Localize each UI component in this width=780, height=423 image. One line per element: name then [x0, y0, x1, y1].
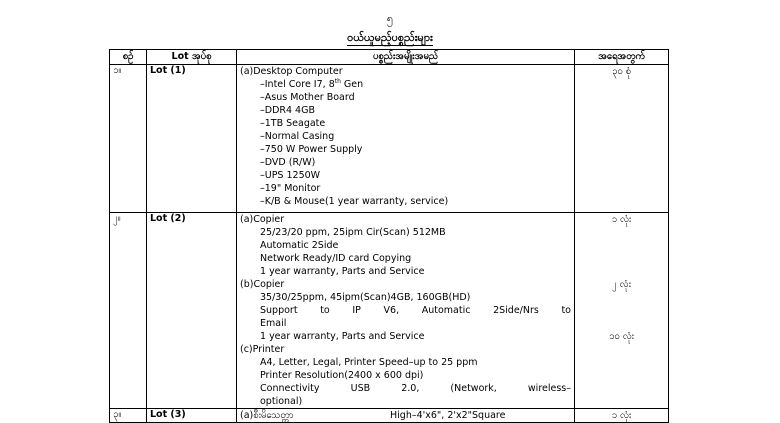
table-row — [110, 409, 669, 423]
item-spec: High–4'x6", 2'x2"Square — [390, 410, 506, 421]
row-lot: Lot (2) — [147, 213, 237, 409]
spec-line: –DVD (R/W) — [260, 157, 316, 168]
item-heading: (c)Printer — [240, 344, 285, 355]
header-description: ပစ္စည်းအမျိုးအမည် — [237, 50, 575, 65]
item-heading — [240, 409, 571, 422]
quantity-value: ၁၀ လုံး — [608, 331, 635, 342]
spec-line: Email — [260, 318, 287, 329]
spec-text: Gen — [340, 79, 364, 90]
quantity-value: ၁ လုံး — [611, 214, 632, 225]
row-serial: ၃။ — [110, 409, 147, 423]
spec-line: optional) — [260, 396, 303, 407]
table-header-row — [110, 50, 669, 65]
item-heading: (b)Copier — [240, 279, 285, 290]
row-serial: ၂။ — [110, 213, 147, 409]
spec-line: –19" Monitor — [260, 183, 321, 194]
page-number: ၅ — [386, 12, 394, 25]
page-title — [0, 31, 780, 47]
table-row — [110, 213, 669, 409]
item-heading: (a)Copier — [240, 214, 285, 225]
spec-line: Printer Resolution(2400 x 600 dpi) — [260, 370, 424, 381]
quantity-value: ၃၀ စုံ — [611, 66, 632, 77]
spec-line: Network Ready/ID card Copying — [260, 253, 412, 264]
spec-line: –DDR4 4GB — [260, 105, 315, 116]
spec-line: –750 W Power Supply — [260, 144, 363, 155]
item-name: (a)စီးမိသေတ္တာ — [240, 410, 294, 421]
spec-line: –Normal Casing — [260, 131, 335, 142]
spec-line: Automatic 2Side — [260, 240, 339, 251]
header-serial: စဉ် — [110, 50, 147, 65]
spec-line: –Asus Mother Board — [260, 92, 355, 103]
row-quantity — [575, 213, 669, 409]
spec-line: 35/30/25ppm, 45ipm(Scan)4GB, 160GB(HD) — [260, 292, 471, 303]
row-serial: ၁။ — [110, 65, 147, 213]
header-quantity: အရေအတွက် — [575, 50, 669, 65]
spec-line: Connectivity USB 2.0, (Network, wireless– — [260, 383, 571, 394]
superscript: th — [334, 77, 341, 85]
row-description — [237, 65, 575, 213]
item-heading: (a)Desktop Computer — [240, 66, 343, 77]
spec-line — [240, 78, 571, 91]
page-title-text: ဝယ်ယူမည့်ပစ္စည်းများ — [347, 31, 433, 44]
row-description — [237, 409, 575, 423]
spec-line: –K/B & Mouse(1 year warranty, service) — [260, 196, 449, 207]
row-lot: Lot (3) — [147, 409, 237, 423]
row-description — [237, 213, 575, 409]
spec-line: –1TB Seagate — [260, 118, 326, 129]
row-lot: Lot (1) — [147, 65, 237, 213]
row-quantity — [575, 65, 669, 213]
spec-line: 1 year warranty, Parts and Service — [260, 266, 425, 277]
items-table — [109, 49, 669, 423]
spec-line: 1 year warranty, Parts and Service — [260, 331, 425, 342]
row-quantity — [575, 409, 669, 423]
spec-line: 25/23/20 ppm, 25ipm Cir(Scan) 512MB — [260, 227, 446, 238]
header-lot: Lot အုပ်စု — [147, 50, 237, 65]
quantity-value: ၂ လုံး — [611, 279, 631, 290]
spec-line: A4, Letter, Legal, Printer Speed–up to 25 ppm — [260, 357, 478, 368]
spec-text: –Intel Core I7, 8 — [260, 79, 335, 90]
quantity-value: ၁ လုံး — [611, 410, 632, 421]
spec-line: –UPS 1250W — [260, 170, 321, 181]
table-row — [110, 65, 669, 213]
spec-line: Support to IP V6, Automatic 2Side/Nrs to — [260, 305, 571, 316]
